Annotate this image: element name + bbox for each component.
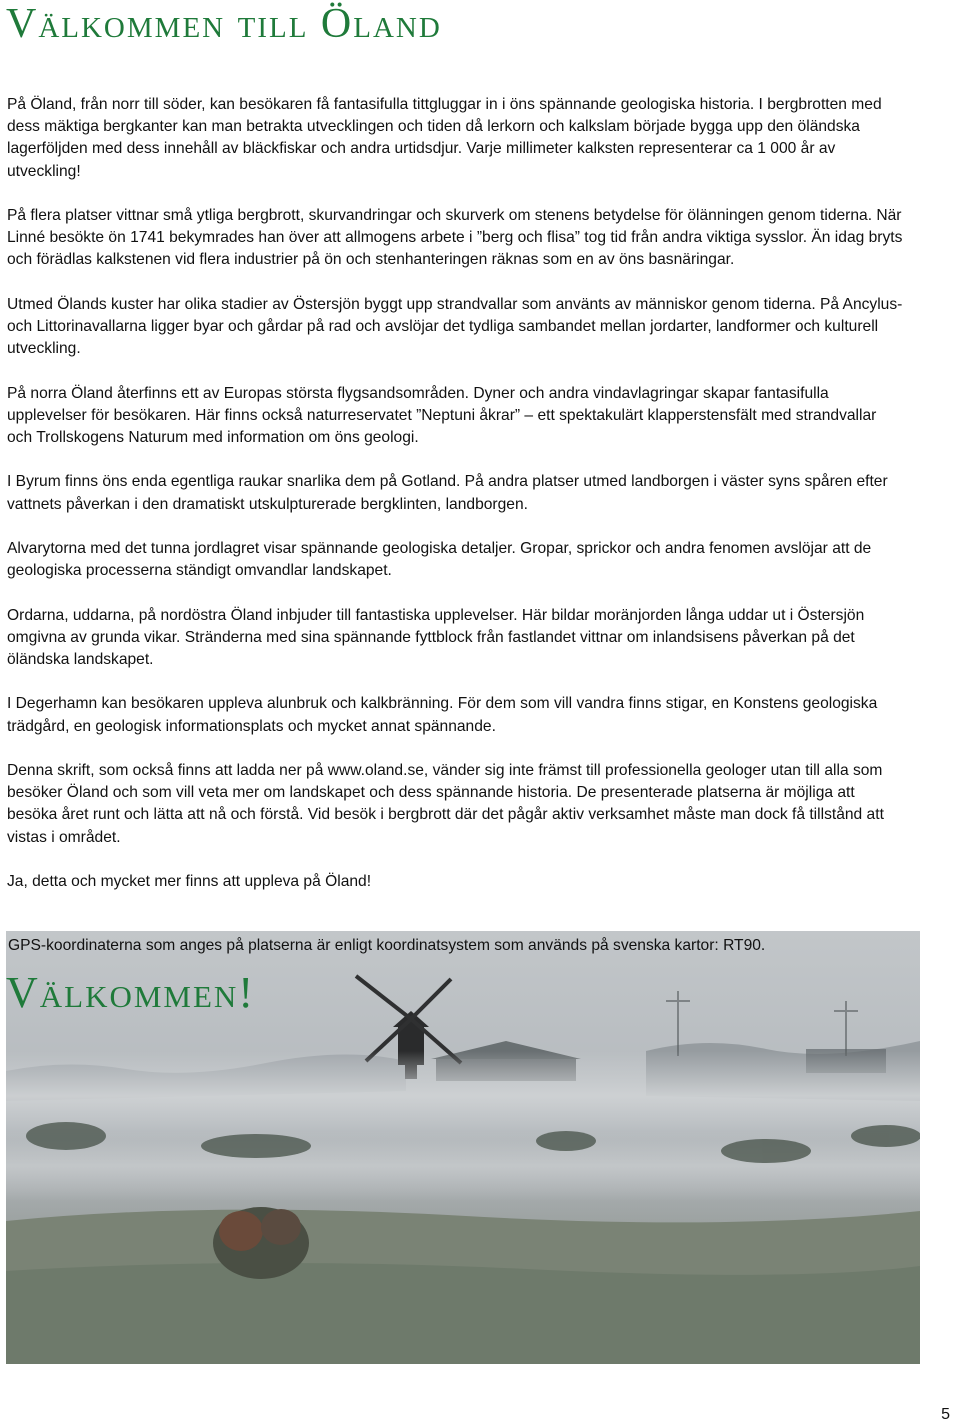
windmill-fog-photo	[6, 931, 920, 1364]
gps-note: GPS-koordinaterna som anges på platserna är enligt koordinatsystem som används på svenska kartor: RT90.	[8, 937, 766, 954]
fog-band	[6, 1051, 920, 1141]
page-title: Välkommen till Öland	[6, 1, 442, 47]
paragraph-north-oland: På norra Öland återfinns ett av Europas största flygsandsområden. Dyner och andra vindavlagringar skapar fantasifulla upplevelser för besökaren. Här finns också naturreservatet ”Neptuni åkrar” – ett spektakulärt klapperstensfält med strandvallar och Trollskogens Naturum med information om öns geologi.	[7, 384, 877, 446]
paragraph-ordarna: Ordarna, uddarna, på nordöstra Öland inbjuder till fantastiska upplevelser. Här bildar moränjorden långa uddar ut i Östersjön omgivna av grunda vikar. Stränderna med sina spännande fyttblock från fastlandet vittnar om inlandsisens påverkan på det öländska landskapet.	[7, 606, 865, 668]
paragraph-beach-ridges: Utmed Ölands kuster har olika stadier av Östersjön byggt upp strandvallar som använts av människor genom tiderna. På Ancylus- och Littorinavallarna ligger byar och gårdar på rad och avslöjar det tydliga sambandet mellan jordarter, landformer och kulturell utveckling.	[7, 295, 903, 358]
foreground-bush	[213, 1207, 309, 1279]
meadow-foreground	[6, 1263, 920, 1364]
paragraph-quarries: På flera platser vittnar små ytliga bergbrott, skurvandringar och skurverk om stenens betydelse för ölänningen genom tiderna. När Linné besökte ön 1741 bekymrades han över att allmogens arbete i ”berg och flisa” tog tid från andra viktiga sysslor. Än idag bryts och förädlas kalkstenen vid flera industrier på ön och stenhanteringen räknas som en av öns basnäringar.	[7, 207, 903, 269]
paragraph-degerhamn: I Degerhamn kan besökaren uppleva alunbruk och kalkbränning. För dem som vill vandra finns stigar, en Konstens geologiska trädgård, en geologisk informationsplats och mycket annat spännande.	[7, 695, 878, 735]
paragraph-intro: På Öland, från norr till söder, kan besökaren få fantasifulla tittgluggar in i öns spännande geologiska historia. I bergbrotten med dess mäktiga bergkanter kan man betrakta utvecklingen och tiden då lerkorn och kalkslam började bygga upp den öländska lagerföljden med dess innehåll av bläckfiskar och andra urtidsdjur. Varje millimeter kalksten representerar ca 1 000 år av utveckling!	[7, 96, 882, 180]
paragraph-alvar: Alvarytorna med det tunna jordlagret visar spännande geologiska detaljer. Gropar, sprickor och andra fenomen avslöjar att de geologiska processerna ständigt omvandlar landskapet.	[7, 539, 872, 580]
article-body	[7, 94, 903, 915]
welcome-heading: Välkommen!	[6, 968, 255, 1017]
paragraph-byrum: I Byrum finns öns enda egentliga raukar snarlika dem på Gotland. På andra platser utmed landborgen i väster syns spåren efter vattnets påverkan i den dramatiskt utskulpturerade bergklinten, landborgen.	[7, 473, 888, 513]
page-number: 5	[941, 1406, 950, 1423]
paragraph-closing: Ja, detta och mycket mer finns att uppleva på Öland!	[7, 872, 372, 890]
paragraph-publication: Denna skrift, som också finns att ladda ner på www.oland.se, vänder sig inte främst till professionella geologer utan till alla som besöker Öland och som vill veta mer om landskapet och dess spännande historia. De presenterade platserna är möjliga att besöka året runt och lätta att nå och förstå. Vid besök i bergbrott där det pågår aktiv verksamhet måste man dock få tillstånd att vistas i området.	[7, 761, 884, 846]
